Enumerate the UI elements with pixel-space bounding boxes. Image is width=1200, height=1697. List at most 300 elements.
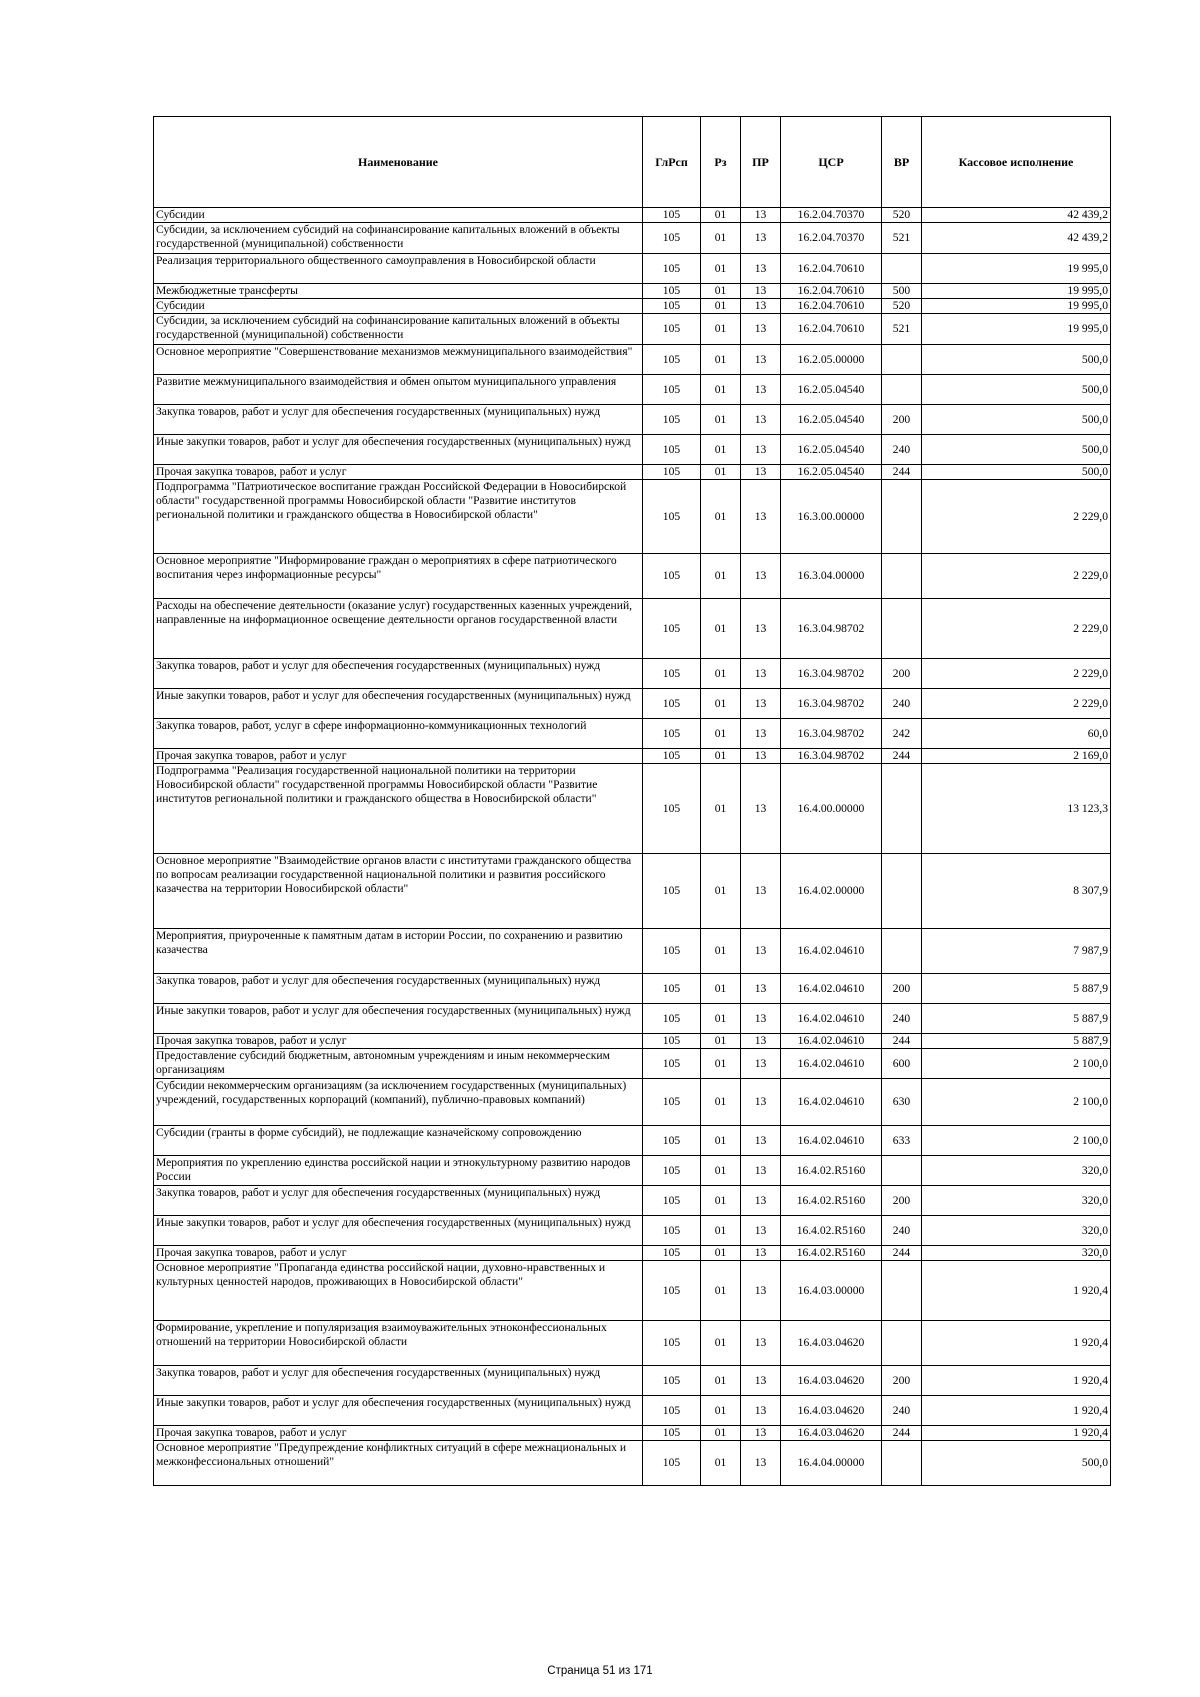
row-amount: 19 995,0 bbox=[922, 254, 1111, 284]
row-rz: 01 bbox=[701, 719, 741, 749]
row-rz: 01 bbox=[701, 435, 741, 465]
row-pr: 13 bbox=[741, 554, 781, 599]
table-row bbox=[154, 480, 1111, 554]
row-pr: 13 bbox=[741, 659, 781, 689]
table-body bbox=[154, 208, 1111, 1486]
row-glrsp: 105 bbox=[643, 284, 701, 299]
row-amount: 2 100,0 bbox=[922, 1126, 1111, 1156]
row-amount: 2 169,0 bbox=[922, 749, 1111, 764]
header-vr: ВР bbox=[882, 117, 922, 208]
row-pr: 13 bbox=[741, 480, 781, 554]
row-pr: 13 bbox=[741, 405, 781, 435]
row-rz: 01 bbox=[701, 1079, 741, 1126]
table-row bbox=[154, 345, 1111, 375]
row-csr: 16.4.02.R5160 bbox=[781, 1216, 882, 1246]
row-pr: 13 bbox=[741, 764, 781, 854]
row-csr: 16.3.04.98702 bbox=[781, 659, 882, 689]
row-csr: 16.2.05.04540 bbox=[781, 435, 882, 465]
header-name: Наименование bbox=[154, 117, 643, 208]
row-amount: 2 229,0 bbox=[922, 689, 1111, 719]
row-pr: 13 bbox=[741, 1366, 781, 1396]
row-rz: 01 bbox=[701, 1321, 741, 1366]
row-csr: 16.3.04.98702 bbox=[781, 689, 882, 719]
row-csr: 16.4.02.04610 bbox=[781, 1004, 882, 1034]
table-row bbox=[154, 375, 1111, 405]
row-vr: 200 bbox=[882, 974, 922, 1004]
row-pr: 13 bbox=[741, 1321, 781, 1366]
row-amount: 320,0 bbox=[922, 1186, 1111, 1216]
row-pr: 13 bbox=[741, 719, 781, 749]
row-amount: 42 439,2 bbox=[922, 208, 1111, 223]
budget-table bbox=[153, 116, 1111, 1486]
row-rz: 01 bbox=[701, 299, 741, 314]
row-vr bbox=[882, 480, 922, 554]
row-rz: 01 bbox=[701, 659, 741, 689]
row-amount: 2 100,0 bbox=[922, 1049, 1111, 1079]
row-vr: 630 bbox=[882, 1079, 922, 1126]
row-amount: 500,0 bbox=[922, 375, 1111, 405]
row-csr: 16.2.04.70610 bbox=[781, 284, 882, 299]
table-row bbox=[154, 1049, 1111, 1079]
row-csr: 16.2.05.04540 bbox=[781, 465, 882, 480]
row-pr: 13 bbox=[741, 1261, 781, 1321]
row-vr bbox=[882, 345, 922, 375]
row-glrsp: 105 bbox=[643, 299, 701, 314]
row-pr: 13 bbox=[741, 974, 781, 1004]
row-vr bbox=[882, 1261, 922, 1321]
row-csr: 16.4.04.00000 bbox=[781, 1441, 882, 1486]
row-glrsp: 105 bbox=[643, 1186, 701, 1216]
row-amount: 1 920,4 bbox=[922, 1321, 1111, 1366]
row-glrsp: 105 bbox=[643, 1261, 701, 1321]
table-row bbox=[154, 1156, 1111, 1186]
row-vr: 244 bbox=[882, 749, 922, 764]
row-pr: 13 bbox=[741, 284, 781, 299]
row-csr: 16.4.02.04610 bbox=[781, 929, 882, 974]
row-rz: 01 bbox=[701, 375, 741, 405]
row-csr: 16.2.04.70370 bbox=[781, 208, 882, 223]
row-pr: 13 bbox=[741, 254, 781, 284]
row-rz: 01 bbox=[701, 1186, 741, 1216]
row-amount: 19 995,0 bbox=[922, 314, 1111, 345]
row-amount: 500,0 bbox=[922, 405, 1111, 435]
header-glrsp: ГлРсп bbox=[643, 117, 701, 208]
table-row bbox=[154, 1441, 1111, 1486]
row-rz: 01 bbox=[701, 254, 741, 284]
row-vr bbox=[882, 764, 922, 854]
row-csr: 16.3.00.00000 bbox=[781, 480, 882, 554]
row-csr: 16.2.04.70370 bbox=[781, 223, 882, 254]
row-glrsp: 105 bbox=[643, 1126, 701, 1156]
row-name: Основное мероприятие "Взаимодействие органов власти с институтами гражданского общества по вопросам реализации государственной национальной политики и развития российского казачества на территории Новосибирской области" bbox=[154, 854, 643, 929]
row-amount: 500,0 bbox=[922, 435, 1111, 465]
row-vr: 240 bbox=[882, 1004, 922, 1034]
row-csr: 16.2.05.04540 bbox=[781, 375, 882, 405]
row-glrsp: 105 bbox=[643, 854, 701, 929]
row-name: Основное мероприятие "Предупреждение конфликтных ситуаций в сфере межнациональных и межконфессиональных отношений" bbox=[154, 1441, 643, 1486]
row-name: Предоставление субсидий бюджетным, автономным учреждениям и иным некоммерческим организациям bbox=[154, 1049, 643, 1079]
row-pr: 13 bbox=[741, 1426, 781, 1441]
row-name: Иные закупки товаров, работ и услуг для обеспечения государственных (муниципальных) нужд bbox=[154, 1396, 643, 1426]
row-vr: 242 bbox=[882, 719, 922, 749]
row-rz: 01 bbox=[701, 345, 741, 375]
row-name: Субсидии некоммерческим организациям (за исключением государственных (муниципальных) учреждений, государственных корпораций (компаний), публично-правовых компаний) bbox=[154, 1079, 643, 1126]
row-csr: 16.4.02.R5160 bbox=[781, 1186, 882, 1216]
row-pr: 13 bbox=[741, 689, 781, 719]
table-row bbox=[154, 1366, 1111, 1396]
row-glrsp: 105 bbox=[643, 480, 701, 554]
row-csr: 16.4.02.R5160 bbox=[781, 1156, 882, 1186]
row-name: Иные закупки товаров, работ и услуг для обеспечения государственных (муниципальных) нужд bbox=[154, 689, 643, 719]
row-amount: 5 887,9 bbox=[922, 1004, 1111, 1034]
row-glrsp: 105 bbox=[643, 1396, 701, 1426]
row-rz: 01 bbox=[701, 854, 741, 929]
table-row bbox=[154, 435, 1111, 465]
row-name: Формирование, укрепление и популяризация взаимоуважительных этноконфессиональных отношений на территории Новосибирской области bbox=[154, 1321, 643, 1366]
row-rz: 01 bbox=[701, 405, 741, 435]
row-vr bbox=[882, 254, 922, 284]
row-vr: 200 bbox=[882, 1186, 922, 1216]
row-amount: 2 229,0 bbox=[922, 599, 1111, 659]
row-vr bbox=[882, 854, 922, 929]
row-pr: 13 bbox=[741, 435, 781, 465]
row-pr: 13 bbox=[741, 1186, 781, 1216]
row-rz: 01 bbox=[701, 974, 741, 1004]
row-glrsp: 105 bbox=[643, 749, 701, 764]
table-row bbox=[154, 314, 1111, 345]
row-pr: 13 bbox=[741, 749, 781, 764]
row-amount: 19 995,0 bbox=[922, 284, 1111, 299]
row-csr: 16.2.05.00000 bbox=[781, 345, 882, 375]
row-amount: 19 995,0 bbox=[922, 299, 1111, 314]
row-name: Основное мероприятие "Информирование граждан о мероприятиях в сфере патриотического воспитания через информационные ресурсы" bbox=[154, 554, 643, 599]
row-vr: 200 bbox=[882, 659, 922, 689]
row-glrsp: 105 bbox=[643, 1156, 701, 1186]
row-amount: 2 229,0 bbox=[922, 480, 1111, 554]
table-row bbox=[154, 929, 1111, 974]
row-amount: 42 439,2 bbox=[922, 223, 1111, 254]
row-name: Развитие межмуниципального взаимодействия и обмен опытом муниципального управления bbox=[154, 375, 643, 405]
row-name: Прочая закупка товаров, работ и услуг bbox=[154, 1426, 643, 1441]
row-pr: 13 bbox=[741, 299, 781, 314]
row-csr: 16.4.02.04610 bbox=[781, 1049, 882, 1079]
row-glrsp: 105 bbox=[643, 465, 701, 480]
row-rz: 01 bbox=[701, 1426, 741, 1441]
row-name: Закупка товаров, работ и услуг для обеспечения государственных (муниципальных) нужд bbox=[154, 1186, 643, 1216]
row-glrsp: 105 bbox=[643, 1366, 701, 1396]
row-glrsp: 105 bbox=[643, 435, 701, 465]
row-amount: 7 987,9 bbox=[922, 929, 1111, 974]
row-rz: 01 bbox=[701, 1441, 741, 1486]
row-csr: 16.4.02.04610 bbox=[781, 1126, 882, 1156]
table-row bbox=[154, 465, 1111, 480]
row-amount: 8 307,9 bbox=[922, 854, 1111, 929]
row-vr: 240 bbox=[882, 1396, 922, 1426]
row-name: Подпрограмма "Реализация государственной национальной политики на территории Новосибирской области" государственной программы Новосибирской области "Развитие институтов региональной политики и гражданского общества в Новосибирской области" bbox=[154, 764, 643, 854]
row-name: Основное мероприятие "Пропаганда единства российской нации, духовно-нравственных и культурных ценностей народов, проживающих в Новосибирской области" bbox=[154, 1261, 643, 1321]
row-glrsp: 105 bbox=[643, 254, 701, 284]
row-rz: 01 bbox=[701, 1156, 741, 1186]
row-rz: 01 bbox=[701, 1049, 741, 1079]
row-glrsp: 105 bbox=[643, 1034, 701, 1049]
row-amount: 2 229,0 bbox=[922, 659, 1111, 689]
row-rz: 01 bbox=[701, 749, 741, 764]
row-amount: 13 123,3 bbox=[922, 764, 1111, 854]
row-name: Прочая закупка товаров, работ и услуг bbox=[154, 1246, 643, 1261]
row-csr: 16.3.04.98702 bbox=[781, 599, 882, 659]
row-amount: 1 920,4 bbox=[922, 1261, 1111, 1321]
row-pr: 13 bbox=[741, 1004, 781, 1034]
row-csr: 16.2.04.70610 bbox=[781, 254, 882, 284]
row-vr bbox=[882, 554, 922, 599]
row-glrsp: 105 bbox=[643, 223, 701, 254]
row-rz: 01 bbox=[701, 1216, 741, 1246]
row-amount: 1 920,4 bbox=[922, 1396, 1111, 1426]
row-vr: 520 bbox=[882, 208, 922, 223]
row-glrsp: 105 bbox=[643, 314, 701, 345]
row-csr: 16.4.03.04620 bbox=[781, 1321, 882, 1366]
row-name: Основное мероприятие "Совершенствование механизмов межмуниципального взаимодействия" bbox=[154, 345, 643, 375]
table-row bbox=[154, 1004, 1111, 1034]
row-csr: 16.4.02.04610 bbox=[781, 1079, 882, 1126]
table-row bbox=[154, 1186, 1111, 1216]
row-pr: 13 bbox=[741, 1441, 781, 1486]
row-csr: 16.4.03.00000 bbox=[781, 1261, 882, 1321]
row-pr: 13 bbox=[741, 599, 781, 659]
row-pr: 13 bbox=[741, 465, 781, 480]
row-csr: 16.4.02.00000 bbox=[781, 854, 882, 929]
row-pr: 13 bbox=[741, 1079, 781, 1126]
row-rz: 01 bbox=[701, 223, 741, 254]
row-glrsp: 105 bbox=[643, 929, 701, 974]
row-vr: 244 bbox=[882, 1426, 922, 1441]
row-pr: 13 bbox=[741, 1049, 781, 1079]
row-vr: 240 bbox=[882, 435, 922, 465]
row-csr: 16.3.04.98702 bbox=[781, 719, 882, 749]
table-row bbox=[154, 1426, 1111, 1441]
row-name: Иные закупки товаров, работ и услуг для обеспечения государственных (муниципальных) нужд bbox=[154, 435, 643, 465]
row-vr: 600 bbox=[882, 1049, 922, 1079]
row-pr: 13 bbox=[741, 314, 781, 345]
row-name: Закупка товаров, работ и услуг для обеспечения государственных (муниципальных) нужд bbox=[154, 405, 643, 435]
row-rz: 01 bbox=[701, 465, 741, 480]
row-rz: 01 bbox=[701, 314, 741, 345]
row-glrsp: 105 bbox=[643, 1004, 701, 1034]
row-name: Субсидии, за исключением субсидий на софинансирование капитальных вложений в объекты государственной (муниципальной) собственности bbox=[154, 314, 643, 345]
row-amount: 5 887,9 bbox=[922, 1034, 1111, 1049]
table-row bbox=[154, 689, 1111, 719]
row-amount: 60,0 bbox=[922, 719, 1111, 749]
table-row bbox=[154, 284, 1111, 299]
row-vr bbox=[882, 1156, 922, 1186]
row-amount: 320,0 bbox=[922, 1216, 1111, 1246]
row-name: Прочая закупка товаров, работ и услуг bbox=[154, 1034, 643, 1049]
row-vr bbox=[882, 599, 922, 659]
row-rz: 01 bbox=[701, 554, 741, 599]
row-glrsp: 105 bbox=[643, 1426, 701, 1441]
table-header-row bbox=[154, 117, 1111, 208]
header-pr: ПР bbox=[741, 117, 781, 208]
row-glrsp: 105 bbox=[643, 345, 701, 375]
header-rz: Рз bbox=[701, 117, 741, 208]
row-csr: 16.3.04.98702 bbox=[781, 749, 882, 764]
table-row bbox=[154, 854, 1111, 929]
row-amount: 1 920,4 bbox=[922, 1426, 1111, 1441]
table-row bbox=[154, 749, 1111, 764]
row-rz: 01 bbox=[701, 284, 741, 299]
row-pr: 13 bbox=[741, 345, 781, 375]
row-glrsp: 105 bbox=[643, 599, 701, 659]
row-pr: 13 bbox=[741, 1156, 781, 1186]
row-rz: 01 bbox=[701, 208, 741, 223]
row-name: Прочая закупка товаров, работ и услуг bbox=[154, 749, 643, 764]
row-rz: 01 bbox=[701, 1034, 741, 1049]
row-csr: 16.2.05.04540 bbox=[781, 405, 882, 435]
table-row bbox=[154, 1034, 1111, 1049]
row-name: Реализация территориального общественного самоуправления в Новосибирской области bbox=[154, 254, 643, 284]
row-vr: 240 bbox=[882, 689, 922, 719]
row-amount: 500,0 bbox=[922, 345, 1111, 375]
row-amount: 500,0 bbox=[922, 1441, 1111, 1486]
row-rz: 01 bbox=[701, 1366, 741, 1396]
row-rz: 01 bbox=[701, 480, 741, 554]
row-pr: 13 bbox=[741, 929, 781, 974]
table-row bbox=[154, 1079, 1111, 1126]
row-vr bbox=[882, 1321, 922, 1366]
row-glrsp: 105 bbox=[643, 1049, 701, 1079]
table-row bbox=[154, 254, 1111, 284]
row-glrsp: 105 bbox=[643, 1216, 701, 1246]
row-name: Субсидии bbox=[154, 208, 643, 223]
table-row bbox=[154, 299, 1111, 314]
row-vr bbox=[882, 375, 922, 405]
row-rz: 01 bbox=[701, 599, 741, 659]
row-vr bbox=[882, 1441, 922, 1486]
row-name: Прочая закупка товаров, работ и услуг bbox=[154, 465, 643, 480]
row-name: Закупка товаров, работ и услуг для обеспечения государственных (муниципальных) нужд bbox=[154, 974, 643, 1004]
row-pr: 13 bbox=[741, 854, 781, 929]
row-name: Субсидии bbox=[154, 299, 643, 314]
row-rz: 01 bbox=[701, 1004, 741, 1034]
table-row bbox=[154, 719, 1111, 749]
row-glrsp: 105 bbox=[643, 689, 701, 719]
row-glrsp: 105 bbox=[643, 1246, 701, 1261]
row-vr: 521 bbox=[882, 223, 922, 254]
row-vr: 200 bbox=[882, 1366, 922, 1396]
row-pr: 13 bbox=[741, 1246, 781, 1261]
row-glrsp: 105 bbox=[643, 1079, 701, 1126]
row-vr: 244 bbox=[882, 465, 922, 480]
row-vr: 520 bbox=[882, 299, 922, 314]
page-number: Страница 51 из 171 bbox=[547, 1665, 653, 1677]
row-name: Подпрограмма "Патриотическое воспитание граждан Российской Федерации в Новосибирской области" государственной программы Новосибирской области "Развитие институтов региональной политики и гражданского общества в Новосибирской области" bbox=[154, 480, 643, 554]
row-name: Закупка товаров, работ и услуг для обеспечения государственных (муниципальных) нужд bbox=[154, 1366, 643, 1396]
row-glrsp: 105 bbox=[643, 719, 701, 749]
row-name: Иные закупки товаров, работ и услуг для обеспечения государственных (муниципальных) нужд bbox=[154, 1216, 643, 1246]
row-amount: 1 920,4 bbox=[922, 1366, 1111, 1396]
row-csr: 16.4.02.04610 bbox=[781, 1034, 882, 1049]
row-rz: 01 bbox=[701, 1126, 741, 1156]
table-row bbox=[154, 405, 1111, 435]
row-vr: 244 bbox=[882, 1246, 922, 1261]
row-vr bbox=[882, 929, 922, 974]
row-rz: 01 bbox=[701, 929, 741, 974]
row-pr: 13 bbox=[741, 223, 781, 254]
table-row bbox=[154, 223, 1111, 254]
row-rz: 01 bbox=[701, 1396, 741, 1426]
row-amount: 5 887,9 bbox=[922, 974, 1111, 1004]
table-row bbox=[154, 1246, 1111, 1261]
table-row bbox=[154, 974, 1111, 1004]
table-row bbox=[154, 1126, 1111, 1156]
row-vr: 633 bbox=[882, 1126, 922, 1156]
table-row bbox=[154, 1396, 1111, 1426]
row-glrsp: 105 bbox=[643, 974, 701, 1004]
row-vr: 200 bbox=[882, 405, 922, 435]
row-glrsp: 105 bbox=[643, 375, 701, 405]
row-csr: 16.4.03.04620 bbox=[781, 1366, 882, 1396]
row-csr: 16.2.04.70610 bbox=[781, 314, 882, 345]
row-glrsp: 105 bbox=[643, 208, 701, 223]
row-rz: 01 bbox=[701, 1246, 741, 1261]
row-csr: 16.4.02.R5160 bbox=[781, 1246, 882, 1261]
row-rz: 01 bbox=[701, 1261, 741, 1321]
table-row bbox=[154, 1321, 1111, 1366]
row-vr: 500 bbox=[882, 284, 922, 299]
row-amount: 320,0 bbox=[922, 1246, 1111, 1261]
row-glrsp: 105 bbox=[643, 764, 701, 854]
row-amount: 2 229,0 bbox=[922, 554, 1111, 599]
row-pr: 13 bbox=[741, 1216, 781, 1246]
row-name: Закупка товаров, работ, услуг в сфере информационно-коммуникационных технологий bbox=[154, 719, 643, 749]
table-row bbox=[154, 554, 1111, 599]
row-name: Мероприятия по укреплению единства российской нации и этнокультурному развитию народов России bbox=[154, 1156, 643, 1186]
row-name: Расходы на обеспечение деятельности (оказание услуг) государственных казенных учреждений, направленные на информационное освещение деятельности органов государственной власти bbox=[154, 599, 643, 659]
row-pr: 13 bbox=[741, 375, 781, 405]
row-vr: 240 bbox=[882, 1216, 922, 1246]
row-name: Иные закупки товаров, работ и услуг для обеспечения государственных (муниципальных) нужд bbox=[154, 1004, 643, 1034]
row-amount: 2 100,0 bbox=[922, 1079, 1111, 1126]
row-csr: 16.4.02.04610 bbox=[781, 974, 882, 1004]
row-glrsp: 105 bbox=[643, 554, 701, 599]
row-csr: 16.4.00.00000 bbox=[781, 764, 882, 854]
row-glrsp: 105 bbox=[643, 1321, 701, 1366]
row-glrsp: 105 bbox=[643, 1441, 701, 1486]
row-amount: 500,0 bbox=[922, 465, 1111, 480]
row-pr: 13 bbox=[741, 1126, 781, 1156]
table-row bbox=[154, 208, 1111, 223]
row-rz: 01 bbox=[701, 764, 741, 854]
table-row bbox=[154, 1216, 1111, 1246]
row-csr: 16.4.03.04620 bbox=[781, 1426, 882, 1441]
row-pr: 13 bbox=[741, 1396, 781, 1426]
header-kassa: Кассовое исполнение bbox=[922, 117, 1111, 208]
row-name: Закупка товаров, работ и услуг для обеспечения государственных (муниципальных) нужд bbox=[154, 659, 643, 689]
header-csr: ЦСР bbox=[781, 117, 882, 208]
row-name: Межбюджетные трансферты bbox=[154, 284, 643, 299]
row-name: Субсидии (гранты в форме субсидий), не подлежащие казначейскому сопровождению bbox=[154, 1126, 643, 1156]
row-vr: 244 bbox=[882, 1034, 922, 1049]
row-glrsp: 105 bbox=[643, 659, 701, 689]
row-pr: 13 bbox=[741, 208, 781, 223]
row-vr: 521 bbox=[882, 314, 922, 345]
row-rz: 01 bbox=[701, 689, 741, 719]
table-row bbox=[154, 1261, 1111, 1321]
row-glrsp: 105 bbox=[643, 405, 701, 435]
row-name: Субсидии, за исключением субсидий на софинансирование капитальных вложений в объекты государственной (муниципальной) собственности bbox=[154, 223, 643, 254]
table-row bbox=[154, 659, 1111, 689]
row-csr: 16.3.04.00000 bbox=[781, 554, 882, 599]
